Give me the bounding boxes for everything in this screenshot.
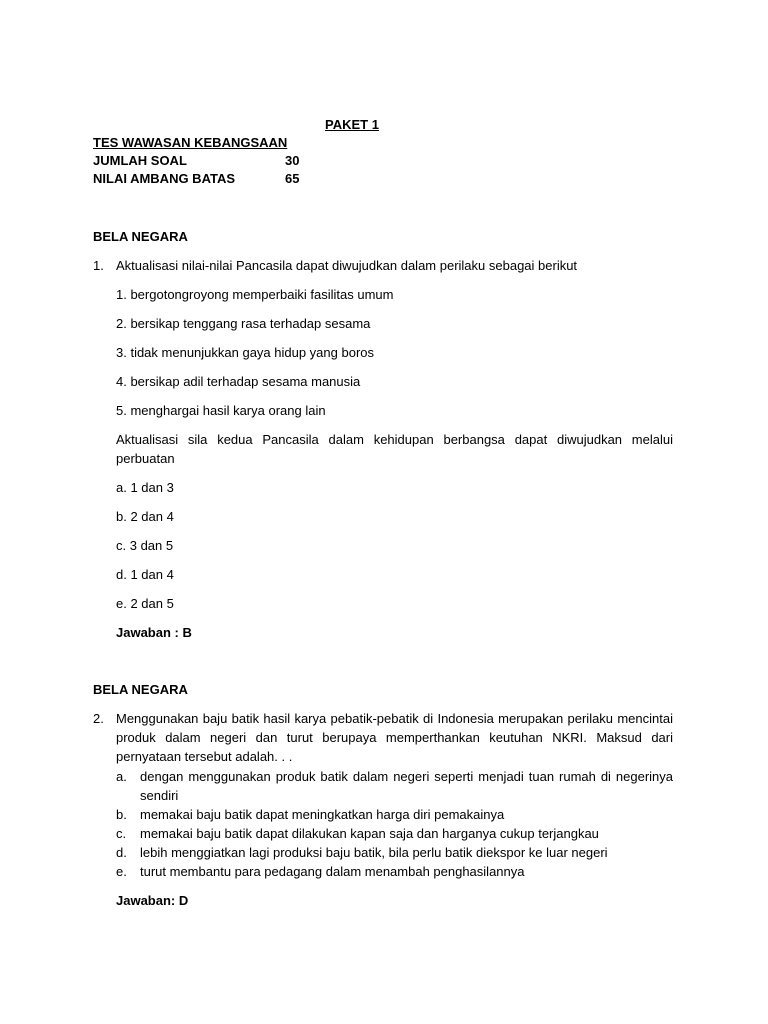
option-text: dengan menggunakan produk batik dalam negeri seperti menjadi tuan rumah di negerinya sendiri [140, 769, 673, 803]
answer-option: d. 1 dan 4 [116, 567, 174, 582]
statement-item: 4. bersikap adil terhadap sesama manusia [116, 374, 361, 389]
option-text: memakai baju batik dapat dilakukan kapan saja dan harganya cukup terjangkau [140, 826, 599, 841]
statement-item: 3. tidak menunjukkan gaya hidup yang boros [116, 345, 375, 360]
paket-title: PAKET 1 [325, 117, 379, 132]
test-title: TES WAWASAN KEBANGSAAN [93, 135, 288, 150]
option-letter: c. [116, 826, 127, 841]
answer-key: Jawaban : B [116, 625, 192, 640]
question-number: 2. [93, 711, 104, 726]
section-heading: BELA NEGARA [93, 682, 188, 697]
statement-item: 2. bersikap tenggang rasa terhadap sesama [116, 316, 371, 331]
answer-option: b. 2 dan 4 [116, 509, 174, 524]
option-letter: e. [116, 864, 127, 879]
jumlah-soal-value: 30 [285, 153, 300, 168]
statement-item: 5. menghargai hasil karya orang lain [116, 403, 326, 418]
section-heading: BELA NEGARA [93, 229, 188, 244]
question-number: 1. [93, 258, 104, 273]
option-letter: d. [116, 845, 127, 860]
option-text: turut membantu para pedagang dalam menambah penghasilannya [140, 864, 525, 879]
question-text: Menggunakan baju batik hasil karya pebatik-pebatik di Indonesia merupakan perilaku mencintai produk dalam negeri dan turut berupaya memperthankan keutuhan NKRI. Maksud dari pernyataan tersebut adalah. . . [116, 711, 673, 764]
answer-option: a. 1 dan 3 [116, 480, 174, 495]
jumlah-soal-label: JUMLAH SOAL [93, 153, 187, 168]
statement-item: 1. bergotongroyong memperbaiki fasilitas umum [116, 287, 394, 302]
question-prompt: Aktualisasi sila kedua Pancasila dalam kehidupan berbangsa dapat diwujudkan melalui perbuatan [116, 432, 673, 466]
answer-key: Jawaban: D [116, 893, 189, 908]
option-text: memakai baju batik dapat meningkatkan harga diri pemakainya [140, 807, 505, 822]
option-letter: b. [116, 807, 127, 822]
nilai-ambang-label: NILAI AMBANG BATAS [93, 171, 236, 186]
answer-option: c. 3 dan 5 [116, 538, 174, 553]
question-text: Aktualisasi nilai-nilai Pancasila dapat diwujudkan dalam perilaku sebagai berikut [116, 258, 578, 273]
option-text: lebih menggiatkan lagi produksi baju batik, bila perlu batik diekspor ke luar negeri [140, 845, 608, 860]
option-letter: a. [116, 769, 127, 784]
answer-option: e. 2 dan 5 [116, 596, 174, 611]
nilai-ambang-value: 65 [285, 171, 300, 186]
